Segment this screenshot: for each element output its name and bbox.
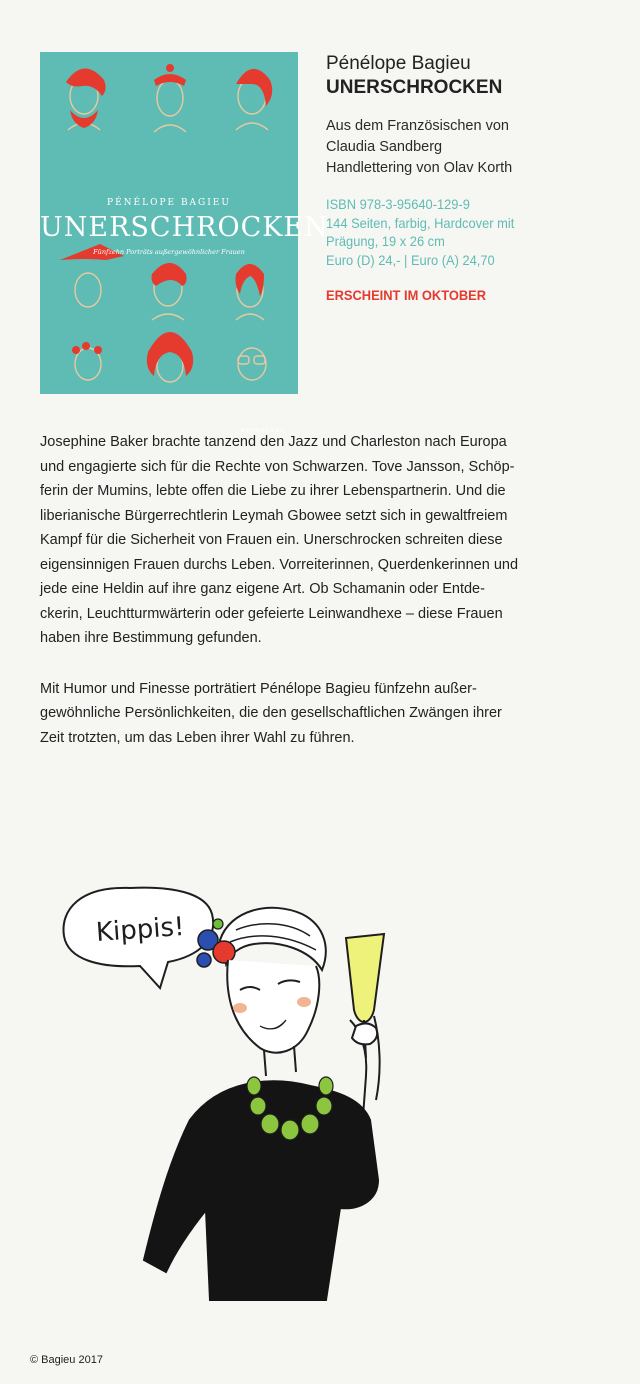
details-line: 144 Seiten, farbig, Hardcover mit: [326, 214, 515, 231]
text-line: Mit Humor und Finesse porträtiert Pénélope Bagieu fünfzehn außer-: [40, 680, 477, 697]
book-details: [326, 195, 602, 269]
cover-publisher: REPRODUKT: [241, 428, 284, 434]
champagne-glass-icon: [346, 934, 384, 1022]
credit-line: Aus dem Französischen von: [326, 118, 509, 134]
description-paragraph-2: [40, 677, 612, 751]
release-notice: ERSCHEINT IM OKTOBER: [326, 287, 487, 303]
speech-bubble: [64, 888, 214, 988]
book-author: Pénélope Bagieu: [326, 53, 471, 74]
book-description: [40, 430, 612, 776]
details-line: Prägung, 19 x 26 cm: [326, 233, 445, 249]
cover-title: UNERSCHROCKEN: [40, 212, 329, 243]
credit-line: Handlettering von Olav Korth: [326, 160, 513, 176]
description-paragraph-1: [40, 430, 612, 651]
text-line: ckerin, Leuchtturmwärterin oder gefeierte Leinwandhexe – diese Frauen: [40, 605, 503, 622]
cover-author: PÉNÉLOPE BAGIEU: [107, 198, 231, 208]
text-line: liberianische Bürgerrechtlerin Leymah Gbowee setzt sich in gewaltfreiem: [40, 507, 508, 524]
book-credits: [326, 116, 626, 179]
text-line: ferin der Mumins, lebte offen die Liebe zu ihrer Lebenspartnerin. Und die: [40, 483, 506, 499]
credit-line: Claudia Sandberg: [326, 139, 443, 155]
text-line: eigensinnigen Frauen durchs Leben. Vorreiterinnen, Querdenkerinnen und: [40, 556, 519, 573]
copyright-notice: © Bagieu 2017: [30, 1354, 103, 1366]
speech-text: Kippis!: [95, 911, 186, 949]
isbn-line: ISBN 978-3-95640-129-9: [326, 196, 470, 212]
text-line: gewöhnliche Persönlichkeiten, die den gesellschaftlichen Zwängen ihrer: [40, 705, 502, 721]
flower-icon: [213, 941, 235, 963]
price-line: Euro (D) 24,- | Euro (A) 24,70: [326, 251, 495, 268]
text-line: Kampf für die Sicherheit von Frauen ein. Unerschrocken schreiten diese: [40, 532, 503, 548]
text-line: und engagierte sich für die Rechte von Schwarzen. Tove Jansson, Schöp-: [40, 458, 515, 475]
text-line: Zeit trotzten, um das Leben ihrer Wahl zu führen.: [40, 729, 355, 746]
text-line: Josephine Baker brachte tanzend den Jazz und Charleston nach Europa: [40, 434, 507, 450]
book-cover: [40, 52, 329, 434]
text-line: haben ihre Bestimmung gefunden.: [40, 630, 262, 646]
book-info: [326, 52, 626, 303]
woman-toasting-illustration: [40, 880, 460, 1340]
cover-subtitle: Fünfzehn Porträts außergewöhnlicher Frauen: [93, 248, 245, 256]
text-line: jede eine Heldin auf ihre ganz eigene Art. Ob Schamanin oder Entde-: [40, 581, 485, 597]
book-title: UNERSCHROCKEN: [326, 77, 503, 98]
